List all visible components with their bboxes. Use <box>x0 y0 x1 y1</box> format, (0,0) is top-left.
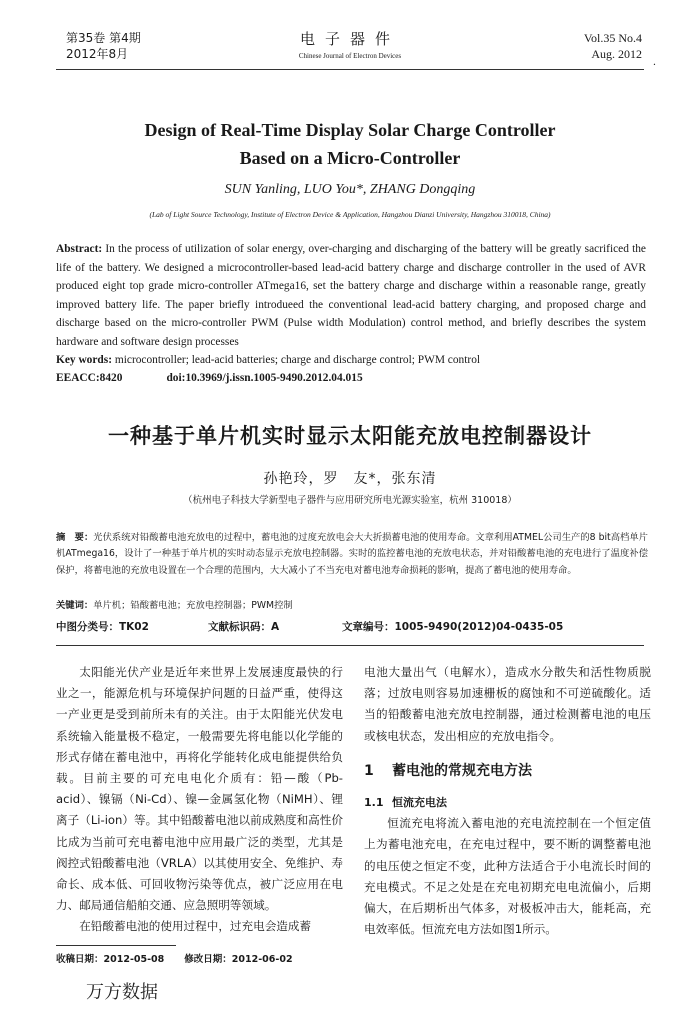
english-keywords <box>56 351 646 369</box>
chinese-abstract-label: 摘 要： <box>56 532 94 543</box>
abstract-text: In the process of utilization of solar energy, over-charging and discharging of the battery will be greatly sacrificed the life of the battery. We designed a microcontroller-based lead-acid battery charge and discharge controller in the used of AVR produced eight top grade micro-controller ATmega16, set the battery charge and discharge within a reasonable range, greatly improved battery life. The paper briefly introdueed the conventional lead-acid battery charging, and proposed charge and discharge based on the micro-controller PWM (Pulse width Modulation) control method, and briefly describes the system hardware and software design processes <box>56 243 646 348</box>
classification-line <box>56 369 646 387</box>
chinese-affiliation: （杭州电子科技大学新型电子器件与应用研究所电光源实验室，杭州 310018） <box>183 495 517 506</box>
english-title-line2: Based on a Micro-Controller <box>239 148 461 168</box>
subsection-number: 1.1 <box>364 796 384 810</box>
chinese-title: 一种基于单片机实时显示太阳能充放电控制器设计 <box>108 424 592 448</box>
body-paragraph: 在铅酸蓄电池的使用过程中，过充电会造成蓄 <box>79 919 312 934</box>
journal-name-cn: 电子器件 <box>299 30 400 48</box>
publication-date-cn: 2012年8月 <box>66 47 129 61</box>
journal-volume-info-en <box>584 30 642 62</box>
footnote-divider <box>56 945 176 946</box>
doi: doi:10.3969/j.issn.1005-9490.2012.04.015 <box>166 372 363 384</box>
subsection-heading <box>364 792 651 813</box>
english-abstract <box>56 240 646 352</box>
header-divider <box>56 69 644 70</box>
article-number: 文章编号：1005-9490(2012)04-0435-05 <box>342 621 564 633</box>
journal-name-en: Chinese Journal of Electron Devices <box>298 52 402 60</box>
body-right-column <box>364 662 651 940</box>
subsection-title: 恒流充电法 <box>392 796 447 810</box>
wanfang-watermark: 万方数据 <box>86 982 158 1003</box>
chinese-abstract <box>56 530 648 579</box>
volume-number-en: Vol.35 No.4 <box>583 31 642 45</box>
header-mark: · <box>652 60 656 71</box>
english-authors: SUN Yanling, LUO You*, ZHANG Dongqing <box>224 182 476 197</box>
chinese-keywords-text: 单片机；铅酸蓄电池；充放电控制器；PWM控制 <box>93 600 293 611</box>
chinese-abstract-text: 光伏系统对铅酸蓄电池充放电的过程中，蓄电池的过度充放电会大大折损蓄电池的使用寿命。文章利用ATMEL公司生产的8 bit高档单片机ATmega16，设计了一种基于单片机的实时动态显示充放电控制器。实时的监控蓄电池的充放电状态，并对铅酸蓄电池的充电进行了温度补偿保护，将蓄电池的充放电设置在一个合理的范围内，大大减小了不当充电对蓄电池寿命损耗的影响，提高了蓄电池的使用寿命。 <box>56 532 648 576</box>
body-paragraph: 恒流充电将流入蓄电池的充电流控制在一个恒定值上为蓄电池充电，在充电过程中，要不断的调整蓄电池的电压使之恒定不变，此种方法适合于小电流长时间的充电模式。不足之处是在充电初期充电电流偏小，后期偏大，在后期析出气体多，对极板冲击大，能耗高，充电效率低。恒流充电方法如图1所示。 <box>364 816 651 937</box>
clc-number: 中图分类号：TK02 <box>56 621 149 633</box>
section-number: 1 <box>364 762 374 779</box>
publication-date-en: Aug. 2012 <box>591 47 642 61</box>
document-code: 文献标识码：A <box>208 621 280 633</box>
volume-issue: 第35卷 第4期 <box>66 31 141 45</box>
abstract-label: Abstract: <box>56 243 103 255</box>
keywords-text: microcontroller; lead-acid batteries; charge and discharge control; PWM control <box>114 354 481 366</box>
body-paragraph: 电池大量出气（电解水），造成水分散失和活性物质脱落；过放电则容易加速栅板的腐蚀和不可逆硫酸化。适当的铅酸蓄电池充放电控制器，通过检测蓄电池的电压或核电状态，发出相应的充放电指令。 <box>364 665 651 743</box>
chinese-authors: 孙艳玲，罗 友*，张东清 <box>263 471 437 487</box>
keywords-label: Key words: <box>56 354 112 366</box>
body-paragraph: 太阳能光伏产业是近年来世界上发展速度最快的行业之一，能源危机与环境保护问题的日益严重，使得这一产业更是受到前所未有的关注。由于太阳能光伏发电系统输入能量极不稳定，一般需要先将电能以化学能的形式存储在蓄电池中，再将化学能转化成电能提供给负载。目前主要的可充电电化介质有：铅—酸（Pb-acid）、镍镉（Ni-Cd）、镍—金属氢化物（NiMH）、锂离子（Li-ion）等。其中铅酸蓄电池以前成熟度和高性价比成为当前可充电蓄电池中应用最广泛的类型，尤其是阀控式铅酸蓄电池（VRLA）以其使用安全、免维护、寿命长、成本低、可回收物污染等优点，被广泛应用在电力、邮局通信船舶交通、应急照明等领域。 <box>56 665 343 913</box>
abstract-divider <box>56 645 644 646</box>
eeacc-code: EEACC:8420 <box>56 372 123 384</box>
section-title: 蓄电池的常规充电方法 <box>392 762 532 779</box>
section-heading <box>364 761 651 782</box>
received-date: 收稿日期：2012-05-08 <box>56 954 165 965</box>
revised-date: 修改日期：2012-06-02 <box>184 954 293 965</box>
chinese-keywords-label: 关键词： <box>56 600 94 611</box>
english-title-line1: Design of Real-Time Display Solar Charge Controller <box>144 120 556 140</box>
chinese-keywords <box>56 598 648 614</box>
english-title <box>0 116 700 172</box>
body-left-column <box>56 662 343 938</box>
footnote-dates <box>56 951 293 965</box>
english-affiliation: (Lab of Light Source Technology, Institute of Electron Device & Application, Hangzhou Dianzi University, Hangzhou 310018, China) <box>149 210 551 219</box>
